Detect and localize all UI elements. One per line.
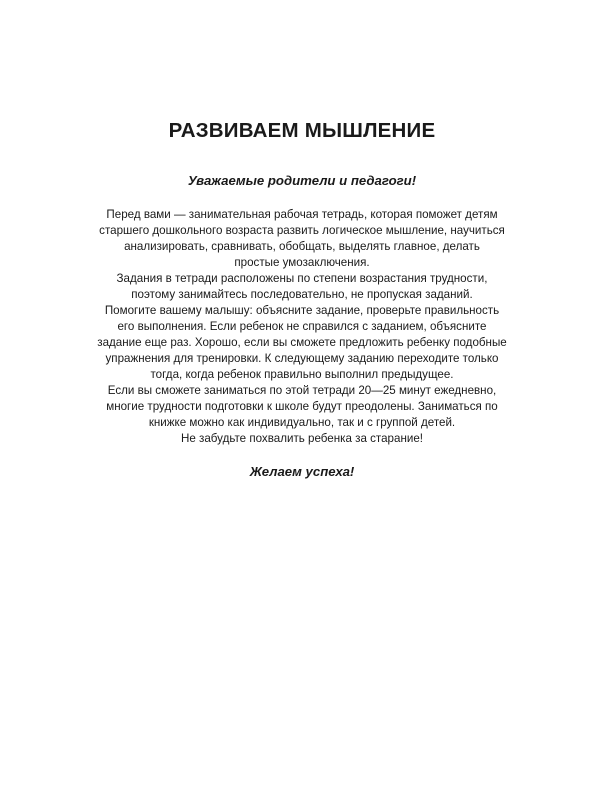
body-line: книжке можно как индивидуально, так и с группой детей.	[148, 416, 456, 429]
body-line: простые умозаключения.	[234, 256, 370, 269]
body-line: поэтому занимайтесь последовательно, не пропуская заданий.	[131, 288, 473, 301]
closing-line: Желаем успеха!	[249, 464, 355, 479]
page-title: РАЗВИВАЕМ МЫШЛЕНИЕ	[168, 119, 436, 142]
body-line: Задания в тетради расположены по степени возрастания трудности,	[116, 272, 488, 285]
body-line: упражнения для тренировки. К следующему заданию переходите только	[105, 352, 499, 365]
greeting-heading: Уважаемые родители и педагоги!	[187, 173, 417, 188]
body-line: тогда, когда ребенок правильно выполнил предыдущее.	[150, 368, 454, 381]
body-line: Не забудьте похвалить ребенка за старание!	[180, 432, 423, 445]
body-line: многие трудности подготовки к школе будут преодолены. Заниматься по	[106, 400, 498, 413]
body-line: Перед вами — занимательная рабочая тетрадь, которая поможет детям	[106, 208, 498, 221]
body-line: старшего дошкольного возраста развить логическое мышление, научиться	[99, 224, 505, 237]
body-line: его выполнения. Если ребенок не справился с заданием, объясните	[117, 320, 487, 333]
body-line: анализировать, сравнивать, обобщать, выделять главное, делать	[124, 240, 480, 253]
body-text	[42, 207, 562, 447]
body-line: Если вы сможете заниматься по этой тетради 20—25 минут ежедневно,	[107, 384, 497, 397]
body-line: Помогите вашему малышу: объясните задание, проверьте правильность	[104, 304, 500, 317]
body-line: задание еще раз. Хорошо, если вы сможете предложить ребенку подобные	[97, 336, 507, 349]
